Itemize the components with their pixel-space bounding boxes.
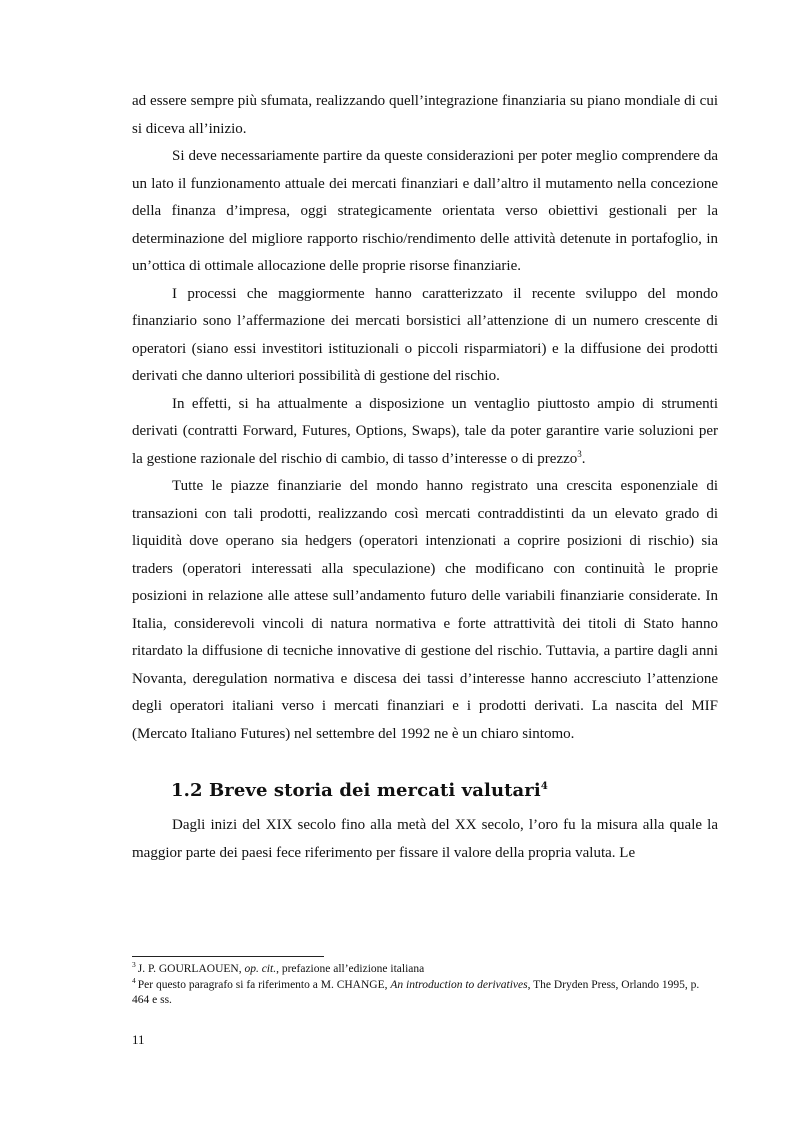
paragraph-6: Dagli inizi del XIX secolo fino alla metà del XX secolo, l’oro fu la misura alla quale la maggior parte dei paesi fece riferimento per fissare il valore della propria valuta. Le (132, 817, 718, 861)
footnote-divider (132, 956, 324, 957)
page-body (132, 88, 718, 867)
page-number: 11 (132, 1032, 145, 1047)
footnote-4-pre: Per questo paragrafo si fa riferimento a M. CHANGE, (137, 978, 388, 991)
paragraph-4-text: In effetti, si ha attualmente a disposizione un ventaglio piuttosto ampio di strumenti derivati (contratti Forward, Futures, Options, Swaps), tale da poter garantire varie soluzioni per la gestione razionale del rischio di cambio, di tasso d’interesse o di prezzo (132, 395, 718, 467)
paragraph-5: Tutte le piazze finanziarie del mondo hanno registrato una crescita esponenziale di transazioni con tali prodotti, realizzando così mercati contraddistinti da un elevato grado di liquidità dove operano sia hedgers (operatori intenzionati a coprire posizioni di rischio) sia traders (operatori interessati alla speculazione) che modificano con continuità le proprie posizioni in relazione alle attese sull’andamento futuro delle variabili finanziarie considerate. In Italia, considerevoli vincoli di natura normativa e forte attrattività dei titoli di Stato hanno ritardato la diffusione di tecniche innovative di gestione del rischio. Tuttavia, a partire dagli anni Novanta, deregulation normativa e discesa dei tassi d’interesse hanno accresciuto l’attenzione degli operatori italiani verso i mercati finanziari e i prodotti derivati. La nascita del MIF (Mercato Italiano Futures) nel settembre del 1992 ne è un chiaro sintomo. (132, 478, 718, 742)
section-heading (171, 777, 718, 804)
paragraph-4-end: . (581, 450, 586, 467)
paragraph-2: Si deve necessariamente partire da queste considerazioni per poter meglio comprendere da un lato il funzionamento attuale dei mercati finanziari e dall’altro il mutamento nella concezione della finanza d’impresa, oggi strategicamente orientata verso obiettivi gestionali per la determinazione del migliore rapporto rischio/rendimento delle attività detenute in portafoglio, in un’ottica di ottimale allocazione delle proprie risorse finanziarie. (132, 148, 718, 274)
paragraph-4 (132, 391, 718, 474)
footnotes (132, 962, 718, 1009)
footnote-3-pre: J. P. GOURLAOUEN, (137, 963, 242, 975)
footnote-3 (132, 962, 718, 978)
footnote-4 (132, 975, 718, 1009)
section-heading-text: 1.2 Breve storia dei mercati valutari (171, 780, 541, 801)
paragraph-3: I processi che maggiormente hanno caratterizzato il recente sviluppo del mondo finanziario sono l’affermazione dei mercati borsistici all’attenzione di un numero crescente di operatori (siano essi investitori istituzionali o piccoli risparmiatori) e la diffusione dei prodotti derivati che danno ulteriori possibilità di gestione del rischio. (132, 285, 718, 384)
footnote-4-post: , The Dryden Press, Orlando 1995, p. 464 e ss. (132, 978, 700, 1006)
footnote-3-italic: op. cit. (244, 963, 277, 975)
paragraph-1: ad essere sempre più sfumata, realizzando quell’integrazione finanziaria su piano mondiale di cui si diceva all’inizio. (132, 93, 718, 137)
footnote-4-italic: An introduction to derivatives (390, 978, 528, 991)
footnote-ref-3[interactable]: 3 (577, 448, 582, 459)
footnote-ref-4[interactable]: 4 (540, 781, 548, 792)
footnote-3-post: , prefazione all’edizione italiana (276, 963, 425, 975)
footnote-3-number: 3 (132, 960, 136, 970)
footnote-4-number: 4 (132, 975, 136, 985)
